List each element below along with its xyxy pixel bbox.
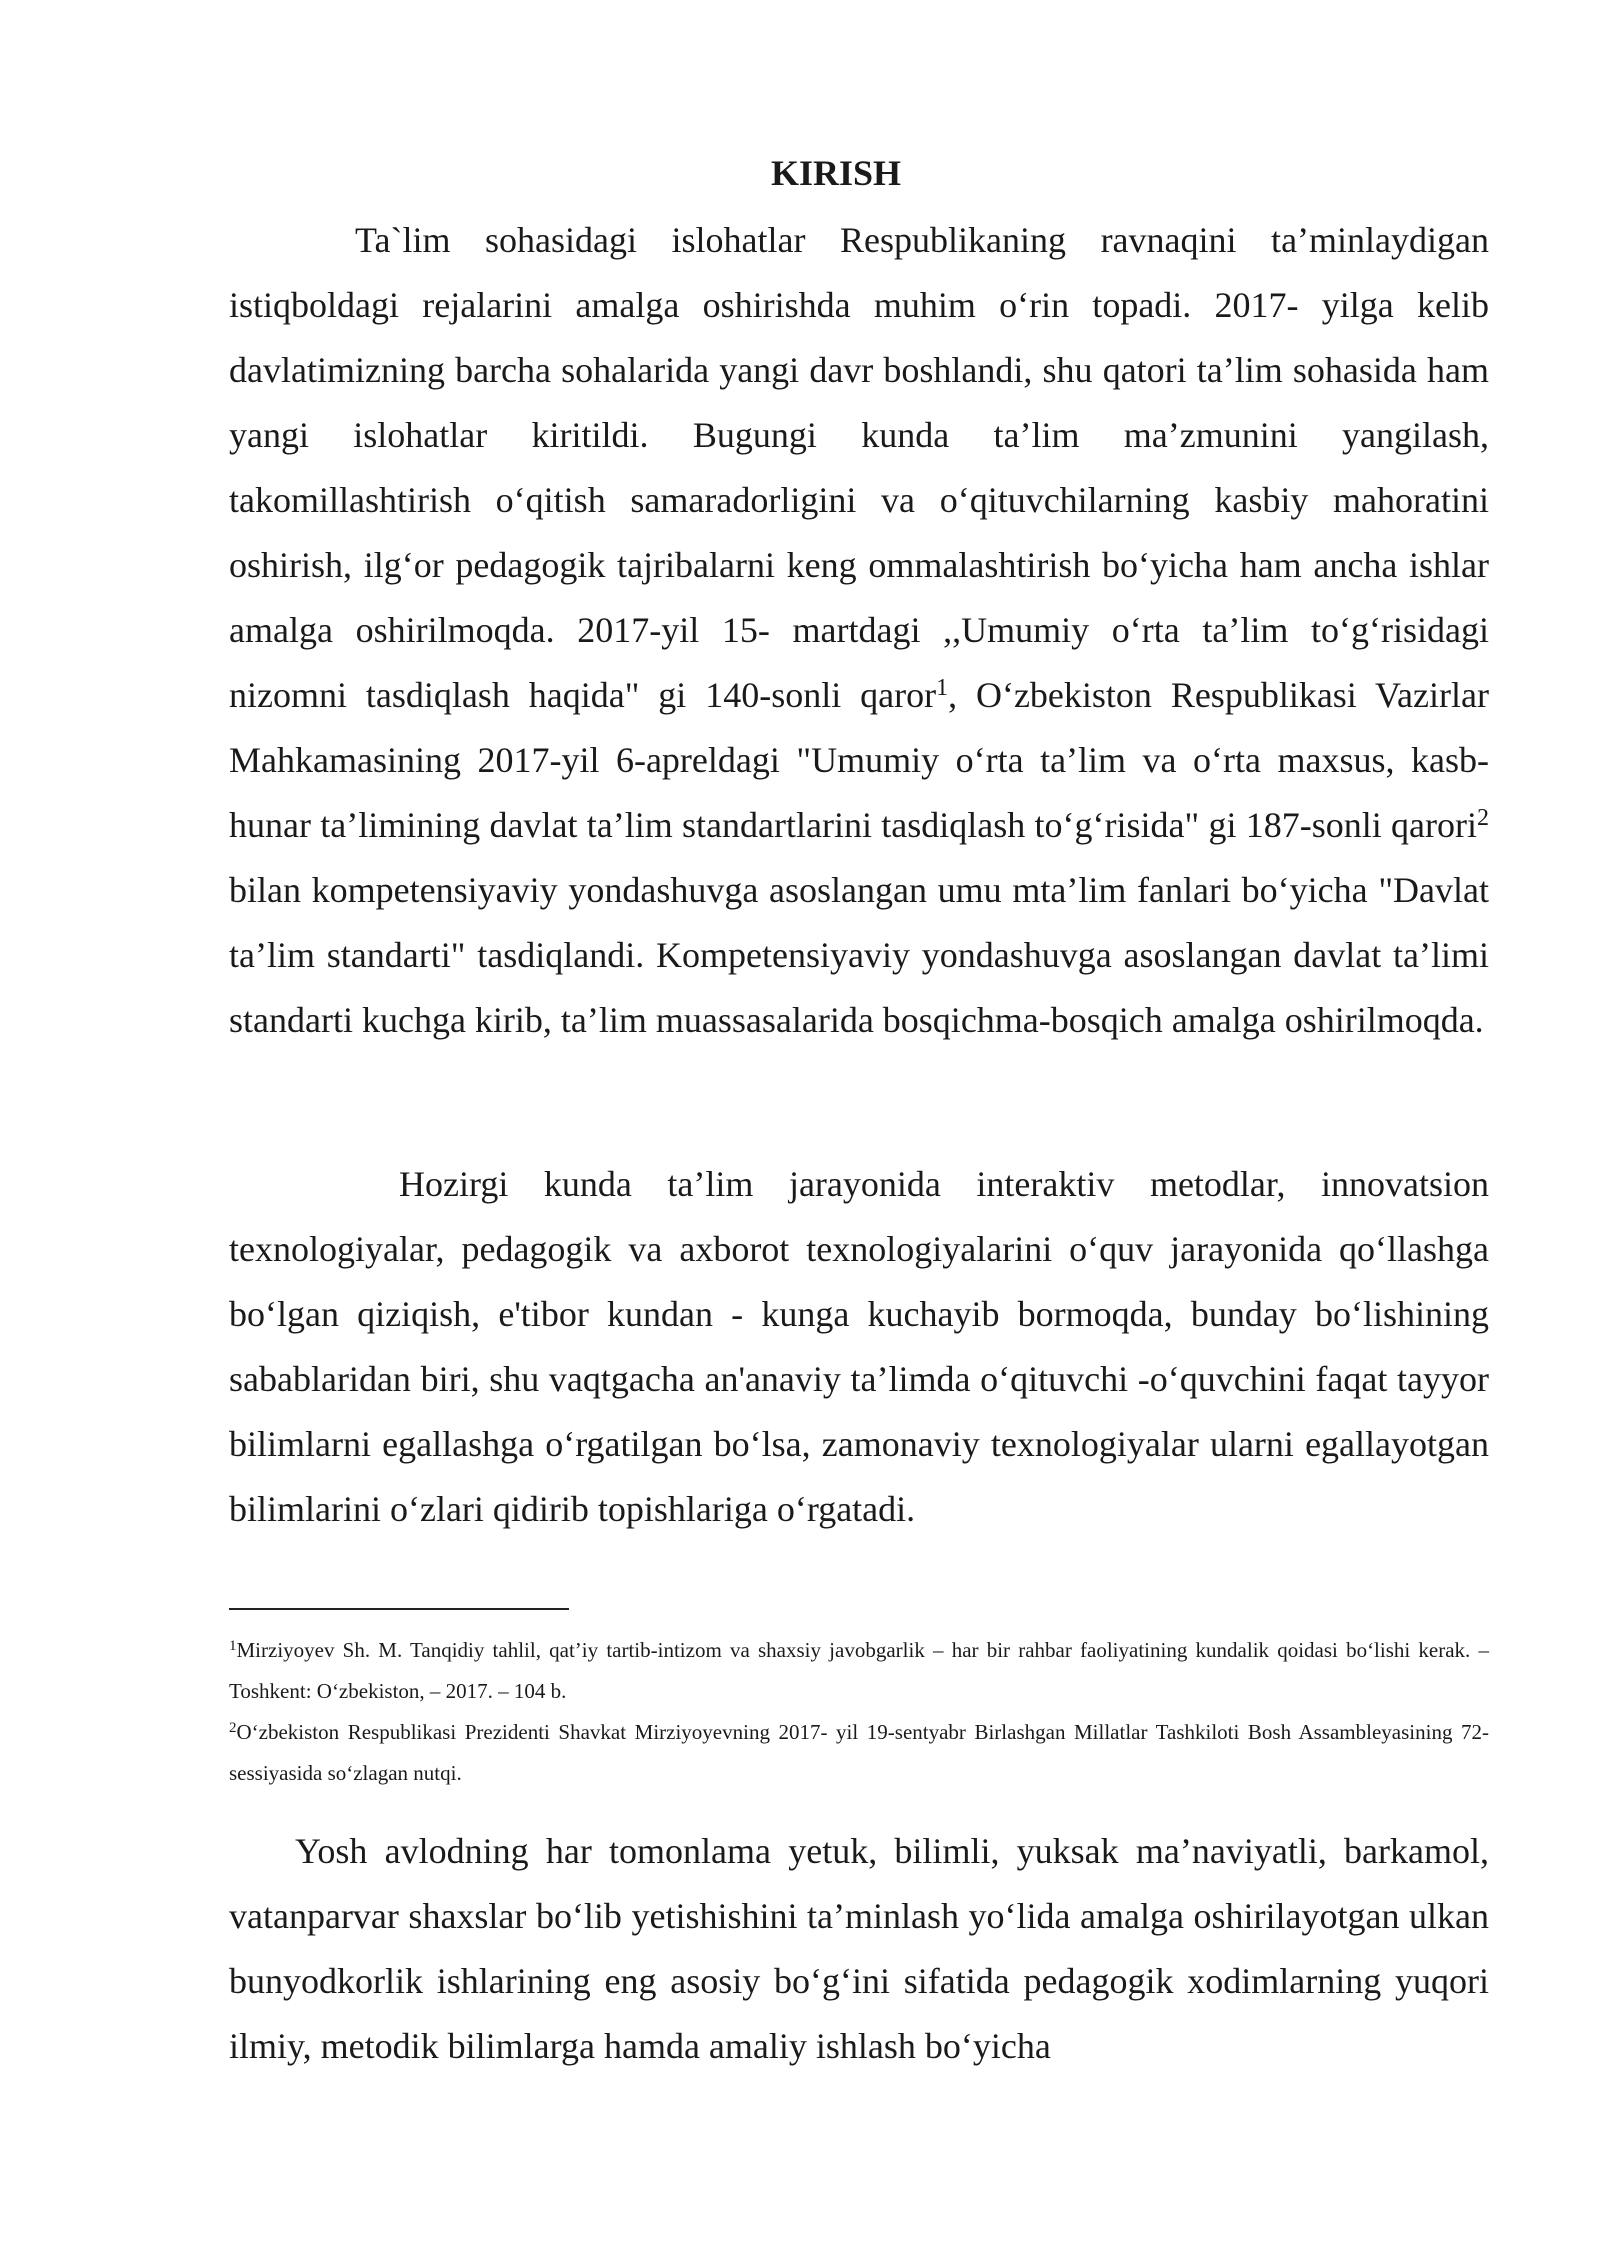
paragraph-youth: Yosh avlodning har tomonlama yetuk, bilimli, yuksak ma’naviyatli, barkamol, vatanparvar shaxslar bo‘lib yetishishini ta’minlash yo‘lida amalga oshirilayotgan ulkan bunyodkorlik ishlarining eng asosiy bo‘g‘ini sifatida pedagogik xodimlarning yuqori ilmiy, metodik bilimlarga hamda amaliy ishlash bo‘yicha: [229, 1831, 1489, 2066]
paragraph-intro-text-b: , O‘zbekiston Respublikasi Vazirlar Mahkamasining 2017-yil 6-apreldagi "Umumiy o‘rta ta’lim va o‘rta maxsus, kasb-hunar ta’limining davlat ta’lim standartlarini tasdiqlash to‘g‘risida" gi 187-sonli qarori: [229, 675, 1489, 845]
paragraph-intro-text-a: Ta`lim sohasidagi islohatlar Respublikaning ravnaqini ta’minlaydigan istiqboldagi rejalarini amalga oshirishda muhim o‘rin topadi. 2017- yilga kelib davlatimizning barcha sohalarida yangi davr boshlandi, shu qatori ta’lim sohasida ham yangi islohatlar kiritildi. Bugungi kunda ta’lim ma’zmunini yangilash, takomillashtirish o‘qitish samaradorligini va o‘qituvchilarning kasbiy mahoratini oshirish, ilg‘or pedagogik tajribalarni keng ommalashtirish bo‘yicha ham ancha ishlar amalga oshirilmoqda. 2017-yil 15- martdagi ,,Umumiy o‘rta ta’lim to‘g‘risidagi nizomni tasdiqlash haqida" gi 140-sonli qaror: [229, 220, 1489, 715]
footnote-marker-1: 1: [229, 1638, 237, 1654]
footnote-ref-1: 1: [936, 675, 949, 701]
footnote-2: [229, 1712, 1489, 1794]
footnote-text-1: Mirziyoyev Sh. M. Tanqidiy tahlil, qat’iy tartib-intizom va shaxsiy javobgarlik – har bir rahbar faoliyatining kundalik qoidasi bo‘lishi kerak. – Toshkent: O‘zbekiston, – 2017. – 104 b.: [229, 1638, 1489, 1703]
page-title: KIRISH: [770, 153, 902, 193]
footnotes: [229, 1630, 1489, 1794]
footnote-marker-2: 2: [229, 1720, 237, 1736]
paragraph-interactive-methods: Hozirgi kunda ta’lim jarayonida interaktiv metodlar, innovatsion texnologiyalar, pedagogik va axborot texnologiyalarini o‘quv jarayonida qo‘llashga bo‘lgan qiziqish, e'tibor kundan - kunga kuchayib bormoqda, bunday bo‘lishining sabablaridan biri, shu vaqtgacha an'anaviy ta’limda o‘qituvchi -o‘quvchini faqat tayyor bilimlarni egallashga o‘rgatilgan bo‘lsa, zamonaviy texnologiyalar ularni egallayotgan bilimlarini o‘zlari qidirib topishlariga o‘rgatadi.: [229, 1164, 1489, 1529]
footnote-1: [229, 1630, 1489, 1712]
paragraph-intro: [229, 208, 1489, 1053]
paragraph-intro-text-c: bilan kompetensiyaviy yondashuvga asoslangan umu mta’lim fanlari bo‘yicha "Davlat ta’lim standarti" tasdiqlandi. Kompetensiyaviy yondashuvga asoslangan davlat ta’limi standarti kuchga kirib, ta’lim muassasalarida bosqichma-bosqich amalga oshirilmoqda.: [229, 870, 1489, 1040]
footnote-ref-2: 2: [1477, 805, 1489, 831]
footnote-divider: [229, 1608, 569, 1610]
footnote-text-2: O‘zbekiston Respublikasi Prezidenti Shavkat Mirziyoyevning 2017- yil 19-sentyabr Birlashgan Millatlar Tashkiloti Bosh Assambleyasining 72-sessiyasida so‘zlagan nutqi.: [229, 1720, 1489, 1785]
